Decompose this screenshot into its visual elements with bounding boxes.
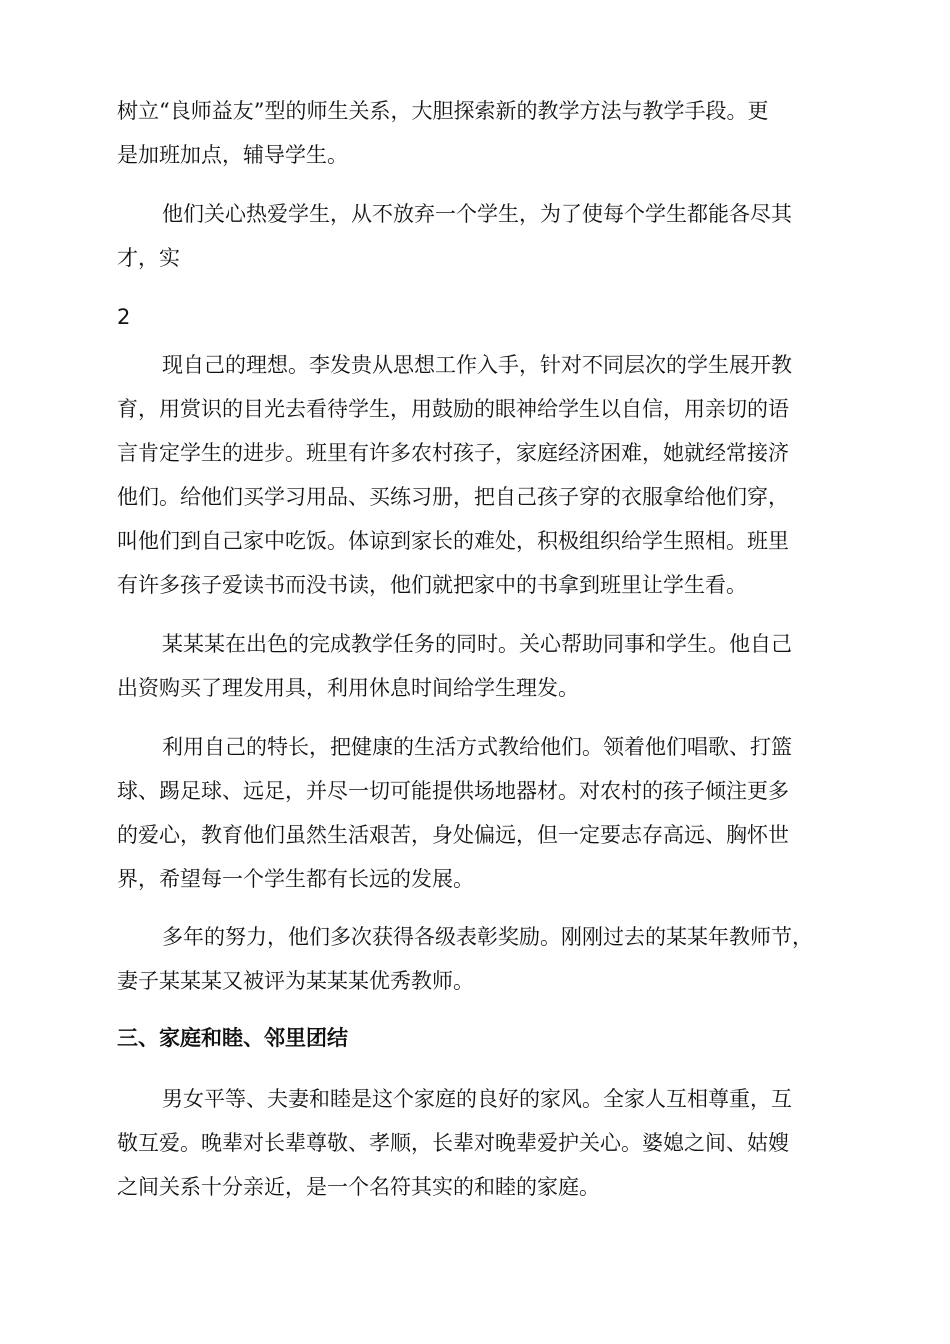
paragraph-line: 男女平等、夫妻和睦是这个家庭的良好的家风。全家人互相尊重，互 — [162, 1087, 792, 1111]
paragraph-line: 界，希望每一个学生都有长远的发展。 — [117, 867, 474, 891]
paragraph-line: 某某某在出色的完成教学任务的同时。关心帮助同事和学生。他自己 — [162, 632, 792, 656]
paragraph-line: 之间关系十分亲近，是一个名符其实的和睦的家庭。 — [117, 1175, 600, 1199]
paragraph-line: 他们。给他们买学习用品、买练习册，把自己孩子穿的衣服拿给他们穿， — [117, 485, 789, 509]
paragraph-2 — [117, 192, 835, 280]
paragraph-6 — [117, 915, 835, 1003]
paragraph-line: 利用自己的特长，把健康的生活方式教给他们。领着他们唱歌、打篮 — [162, 735, 792, 759]
paragraph-1 — [117, 89, 835, 177]
paragraph-line: 才，实 — [117, 246, 180, 270]
paragraph-line: 敬互爱。晚辈对长辈尊敬、孝顺，长辈对晚辈爱护关心。婆媳之间、姑嫂 — [117, 1131, 789, 1155]
paragraph-line: 有许多孩子爱读书而没书读，他们就把家中的书拿到班里让学生看。 — [117, 573, 747, 597]
paragraph-line: 妻子某某某又被评为某某某优秀教师。 — [117, 969, 474, 993]
paragraph-line: 树立“良师益友”型的师生关系，大胆探索新的教学方法与教学手段。更 — [117, 99, 769, 123]
paragraph-3 — [117, 343, 835, 607]
page-number: 2 — [117, 305, 131, 329]
paragraph-line: 多年的努力，他们多次获得各级表彰奖励。刚刚过去的某某年教师节， — [162, 925, 813, 949]
paragraph-5 — [117, 725, 835, 901]
paragraph-line: 育，用赏识的目光去看待学生，用鼓励的眼神给学生以自信，用亲切的语 — [117, 397, 789, 421]
paragraph-line: 他们关心热爱学生，从不放弃一个学生，为了使每个学生都能各尽其 — [162, 202, 792, 226]
paragraph-4 — [117, 622, 835, 710]
paragraph-7 — [117, 1077, 835, 1209]
paragraph-line: 现自己的理想。李发贵从思想工作入手，针对不同层次的学生展开教 — [162, 353, 792, 377]
paragraph-line: 出资购买了理发用具，利用休息时间给学生理发。 — [117, 676, 579, 700]
paragraph-line: 言肯定学生的进步。班里有许多农村孩子，家庭经济困难，她就经常接济 — [117, 441, 789, 465]
paragraph-line: 的爱心，教育他们虽然生活艰苦，身处偏远，但一定要志存高远、胸怀世 — [117, 823, 789, 847]
section-heading: 三、家庭和睦、邻里团结 — [117, 1025, 348, 1050]
paragraph-line: 球、踢足球、远足，并尽一切可能提供场地器材。对农村的孩子倾注更多 — [117, 779, 789, 803]
paragraph-line: 是加班加点，辅导学生。 — [117, 143, 348, 167]
paragraph-line: 叫他们到自己家中吃饭。体谅到家长的难处，积极组织给学生照相。班里 — [117, 529, 789, 553]
